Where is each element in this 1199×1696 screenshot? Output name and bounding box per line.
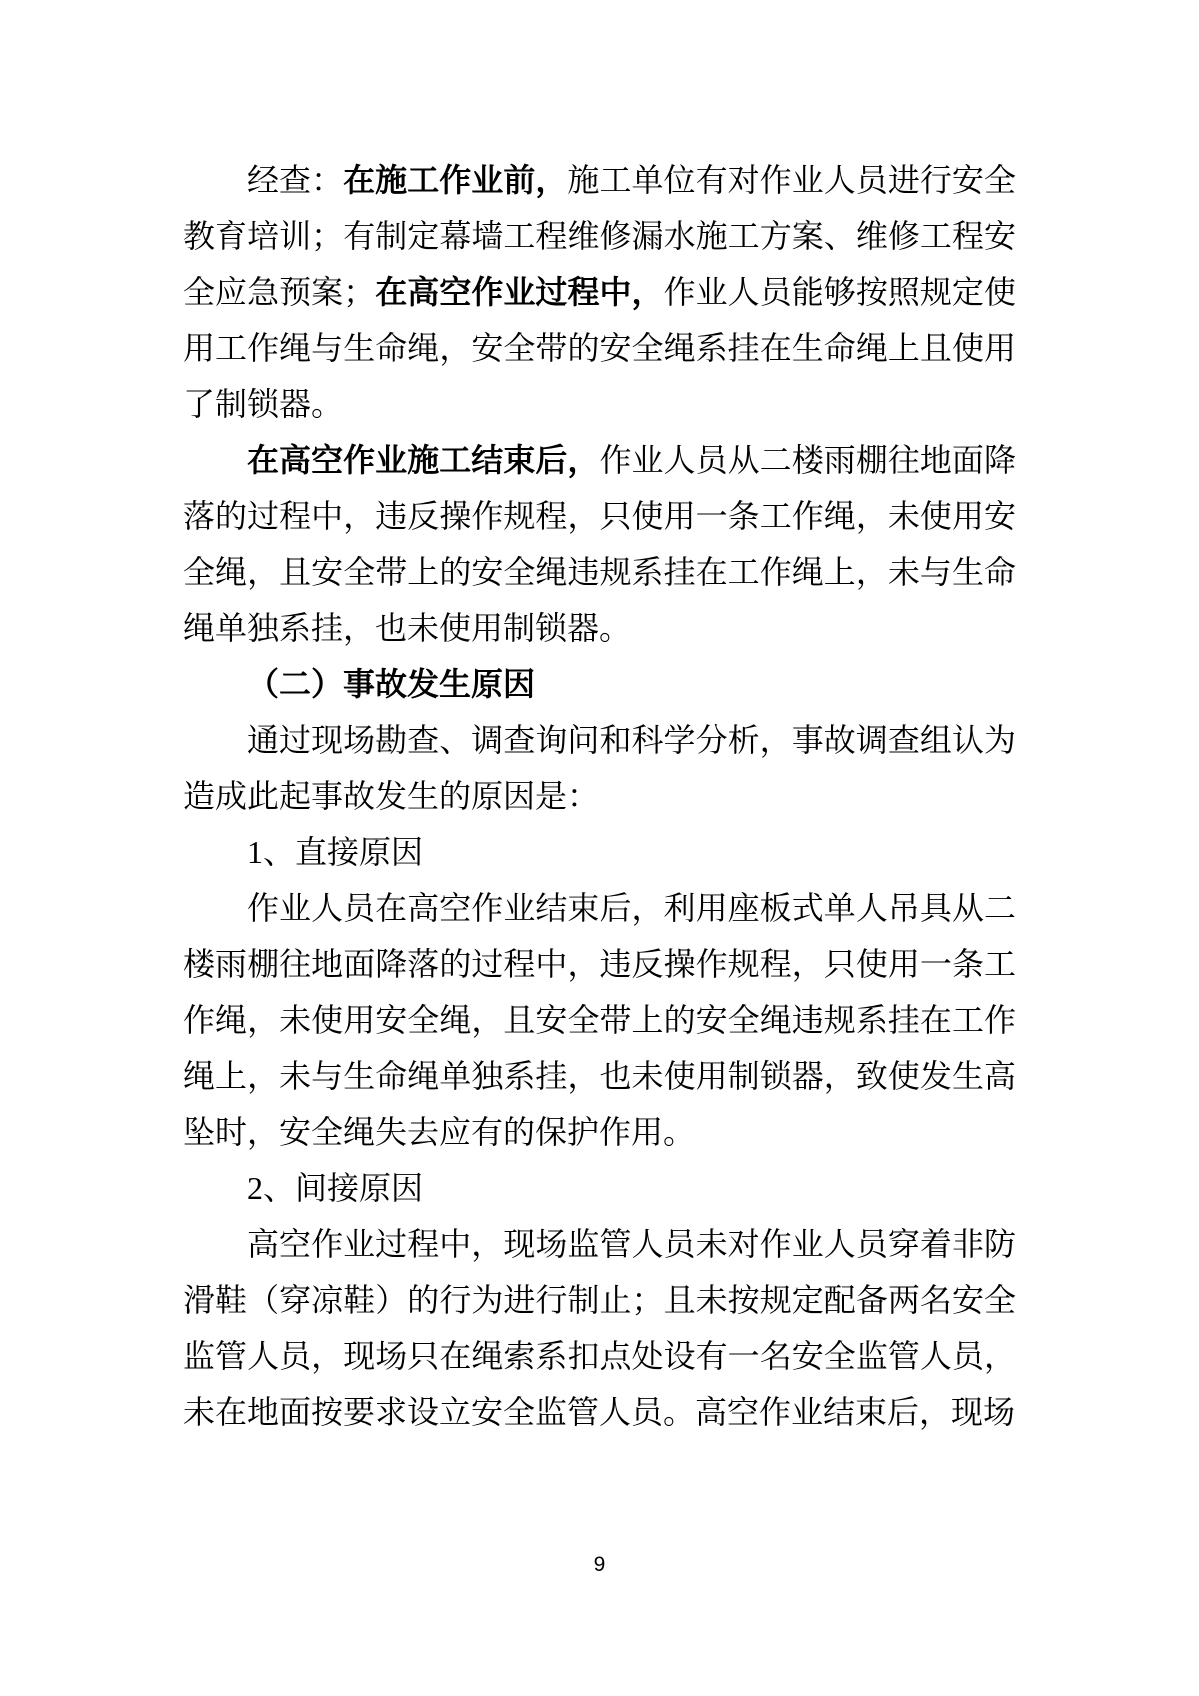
- text-run: 经查：: [247, 162, 344, 198]
- paragraph-indirect-cause: 高空作业过程中，现场监管人员未对作业人员穿着非防滑鞋（穿凉鞋）的行为进行制止；且未按规定配备两名安全监管人员，现场只在绳索系扣点处设有一名安全监管人员，未在地面按要求设立安全监管人员。高空作业结束后，现场: [183, 1226, 1016, 1430]
- paragraph-inspection-findings: [183, 152, 1016, 432]
- section-heading-accident-causes: （二）事故发生原因: [247, 666, 536, 702]
- subheading-indirect-cause: 2、间接原因: [247, 1170, 424, 1206]
- paragraph-direct-cause: 作业人员在高空作业结束后，利用座板式单人吊具从二楼雨棚往地面降落的过程中，违反操作规程，只使用一条工作绳，未使用安全绳，且安全带上的安全绳违规系挂在工作绳上，未与生命绳单独系挂，也未使用制锁器，致使发生高坠时，安全绳失去应有的保护作用。: [183, 890, 1016, 1150]
- text-run: 施工单位有对作业人员进行安全教育培训；有制定幕墙工程维修漏水施工方案、维修工程安全应急预案；: [183, 162, 1016, 310]
- text-run: 作业人员能够按照规定使用工作绳与生命绳，安全带的安全绳系挂在生命绳上且使用了制锁器。: [183, 274, 1016, 422]
- page-footer: [0, 1552, 1199, 1578]
- document-body: [183, 152, 1016, 1440]
- page-number: 9: [593, 1553, 606, 1576]
- paragraph-investigation-conclusion: 通过现场勘查、调查询问和科学分析，事故调查组认为造成此起事故发生的原因是：: [183, 722, 1016, 814]
- paragraph-after-work-violation: [183, 432, 1016, 656]
- text-run: 作业人员从二楼雨棚往地面降落的过程中，违反操作规程，只使用一条工作绳，未使用安全绳，且安全带上的安全绳违规系挂在工作绳上，未与生命绳单独系挂，也未使用制锁器。: [183, 442, 1016, 646]
- bold-text-run: 在高空作业过程中，: [375, 274, 664, 310]
- bold-text-run: 在施工作业前，: [343, 162, 568, 198]
- bold-text-run: 在高空作业施工结束后，: [247, 442, 600, 478]
- subheading-direct-cause: 1、直接原因: [247, 834, 424, 870]
